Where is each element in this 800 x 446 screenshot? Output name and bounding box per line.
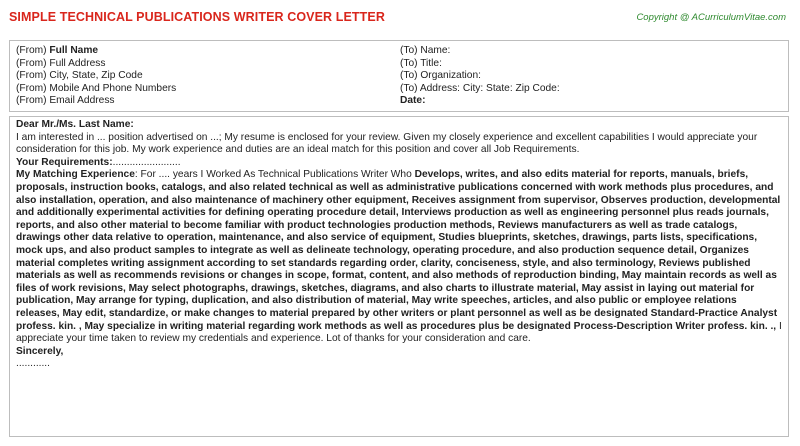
from-line: (From) Mobile And Phone Numbers [16, 82, 177, 94]
copyright-notice: Copyright @ ACurriculumVitae.com [636, 12, 786, 23]
to-line: (To) Name: [400, 45, 451, 56]
page-title: SIMPLE TECHNICAL PUBLICATIONS WRITER COVER LETTER [9, 10, 385, 24]
from-line: (From) City, State, Zip Code [16, 70, 143, 82]
signature-placeholder: ............ [16, 358, 50, 370]
intro-paragraph: I am interested in ... position advertised on ...; My resume is enclosed for your review. Given my closely experience and excellent capabilities I would appreciate your consideration for this job. My work experience and duties are an ideal match for this position and cover all Job Requirements. [16, 131, 758, 156]
from-line: (From) Full Address [16, 57, 106, 69]
requirements-line: Your Requirements:........................ [16, 156, 181, 168]
from-line: (From) Email Address [16, 95, 115, 107]
to-line: (To) Organization: [400, 70, 481, 82]
page-header [0, 0, 800, 34]
recipient-address [400, 45, 780, 108]
address-block [9, 40, 789, 112]
matching-label: My Matching Experience [16, 169, 135, 181]
to-line: (To) Address: City: State: Zip Code: [400, 82, 560, 94]
matching-experience-paragraph: My Matching Experience: For .... years I Worked As Technical Publications Writer Who Develops, writes, and also edits material for reports, manuals, briefs, proposals, instruction books, catalogs, and also related technical as well as administrative publications concerned with work methods plus procedures, and also installation, operation, and also maintenance of machinery other equipment, Receives assignment from supervisor, Observes production, developmental and additionally experimental activities for defining operating procedure detail, Interviews production as well as engineering personnel plus reads journals, reports, and also other material to become familiar with product technologies production methods, Reviews manufacturers as well as trade catalogs, drawings other data relative to operation, maintenance, and also service of equipment, Studies blueprints, sketches, drawings, parts lists, specifications, mock ups, and also product samples to integrate as well as delineate technology, operating procedure, and also production sequence detail, Organizes material completes writing assignment according to set standards regarding order, clarity, conciseness, style, and also terminology, Reviews published materials as well as recommends revisions or changes in scope, format, content, and also methods of reproduction binding, May maintain records as well as files of work revisions, May select photographs, drawings, sketches, diagrams, and also charts to illustrate material, May assist in laying out material for publication, May arrange for typing, duplication, and also distribution of material, May write speeches, articles, and also public or employee relations releases, May edit, standardize, or make changes to material prepared by other writers or plant personnel as well as be designated Standard-Practice Analyst profess. kin. , May specialize in writing material regarding work methods as well as procedures plus be designated Process-Description Writer profess. kin. ., I appreciate your time taken to review my credentials and experience. Lot of thanks for your consideration and care. [16, 169, 782, 345]
closing: Sincerely, [16, 345, 64, 357]
from-line: (From) Full Name [16, 45, 99, 56]
date-line: Date: [400, 95, 426, 107]
salutation: Dear Mr./Ms. Last Name: [16, 119, 134, 130]
letter-body [9, 116, 789, 437]
sender-address [16, 45, 396, 108]
to-line: (To) Title: [400, 57, 442, 69]
duties-list: Develops, writes, and also edits material for reports, manuals, briefs, proposals, instruction books, catalogs, and also related technical as well as administrative publications concerned with work methods plus procedures, and also installation, operation, and also maintenance of machinery other equipment, Receives assignment from supervisor, Observes production, developmental and additionally experimental activities for defining operating procedure detail, Interviews production as well as engineering personnel plus reads journals, reports, and also other material to become familiar with product technologies production methods, Reviews manufacturers as well as trade catalogs, drawings other data relative to operation, maintenance, and also service of equipment, Studies blueprints, sketches, drawings, parts lists, specifications, mock ups, and also product samples to integrate as well as delineate technology, operating procedure, and also production sequence detail, Organizes material completes writing assignment according to set standards regarding order, clarity, conciseness, style, and also terminology, Reviews published materials as well as recommends revisions or changes in scope, format, content, and also methods of reproduction binding, May maintain records as well as files of work revisions, May select photographs, drawings, sketches, diagrams, and also charts to illustrate material, May assist in laying out material for publication, May arrange for typing, duplication, and also distribution of material, May write speeches, articles, and also public or employee relations releases, May edit, standardize, or make changes to material prepared by other writers or plant personnel as well as be designated Standard-Practice Analyst profess. kin. , May specialize in writing material regarding work methods as well as procedures plus be designated Process-Description Writer profess. kin. ., [16, 169, 781, 332]
